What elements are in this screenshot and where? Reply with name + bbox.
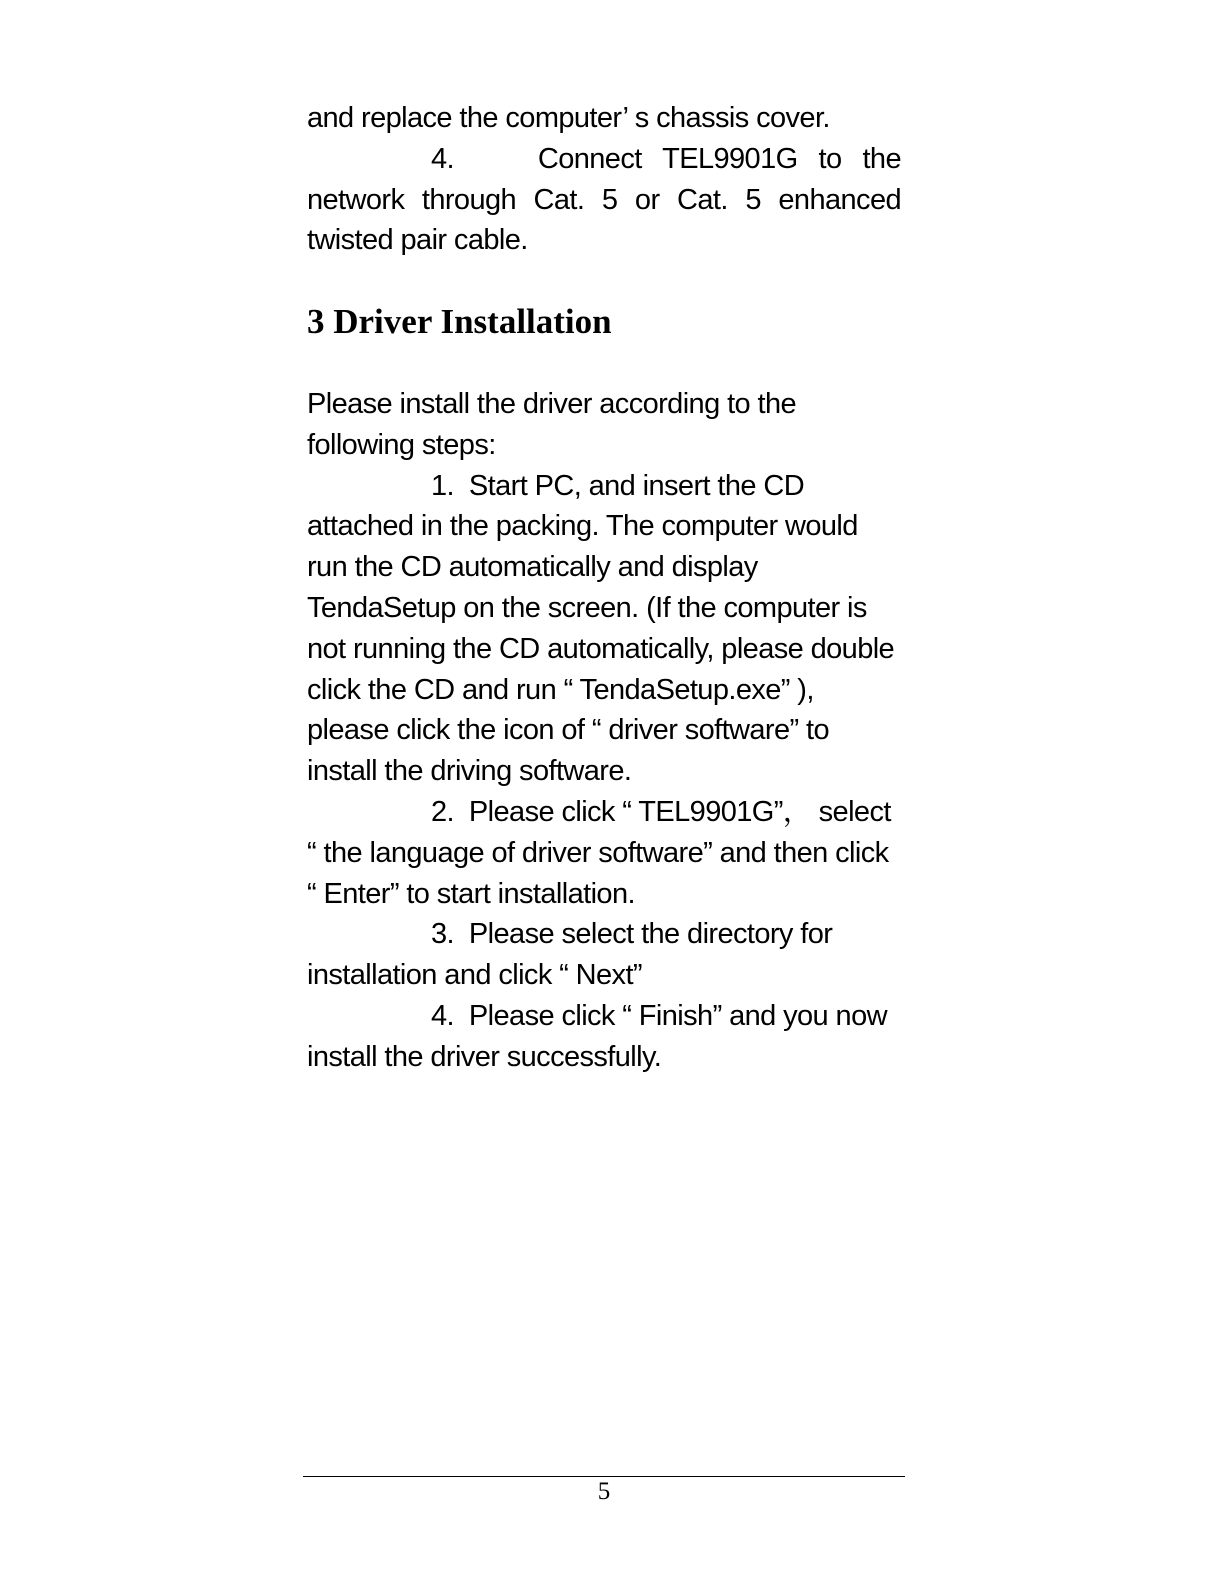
footer-divider [303, 1476, 905, 1477]
step-text: Please select the directory for installation and click “ Next” [307, 918, 833, 992]
hardware-step-4 [307, 139, 901, 261]
step-text: Connect TEL9901G to the network through Cat. 5 or Cat. 5 enhanced twisted pair cable. [307, 142, 901, 257]
step-number: 4. [431, 999, 454, 1032]
step-number: 2. [431, 795, 454, 828]
step-text: Start PC, and insert the CD attached in the packing. The computer would run the CD automatically and display TendaSetup on the screen. (If the computer is not running the CD automatically, please double click the CD and run “ TendaSetup.exe” ), please click the icon of “ driver software” to install the driving software. [307, 469, 895, 788]
section-heading: 3 Driver Installation [307, 302, 612, 341]
step-number: 1. [431, 469, 454, 502]
intro-paragraph: Please install the driver according to the following steps: [307, 388, 797, 461]
install-step-2 [307, 792, 901, 914]
continued-steps [307, 98, 901, 261]
driver-install-body [307, 384, 901, 1078]
step-number: 4. [431, 142, 454, 175]
step-number: 3. [431, 918, 454, 951]
install-step-4 [307, 996, 901, 1078]
install-step-3 [307, 914, 901, 996]
step-text: Please click “ TEL9901G”， select “ the language of driver software” and then click “ Enter” to start installation. [307, 795, 891, 910]
page-number: 5 [597, 1478, 611, 1505]
step-text: Please click “ Finish” and you now install the driver successfully. [307, 999, 887, 1073]
install-step-1 [307, 466, 901, 792]
continued-line: and replace the computer’ s chassis cover. [307, 102, 830, 134]
